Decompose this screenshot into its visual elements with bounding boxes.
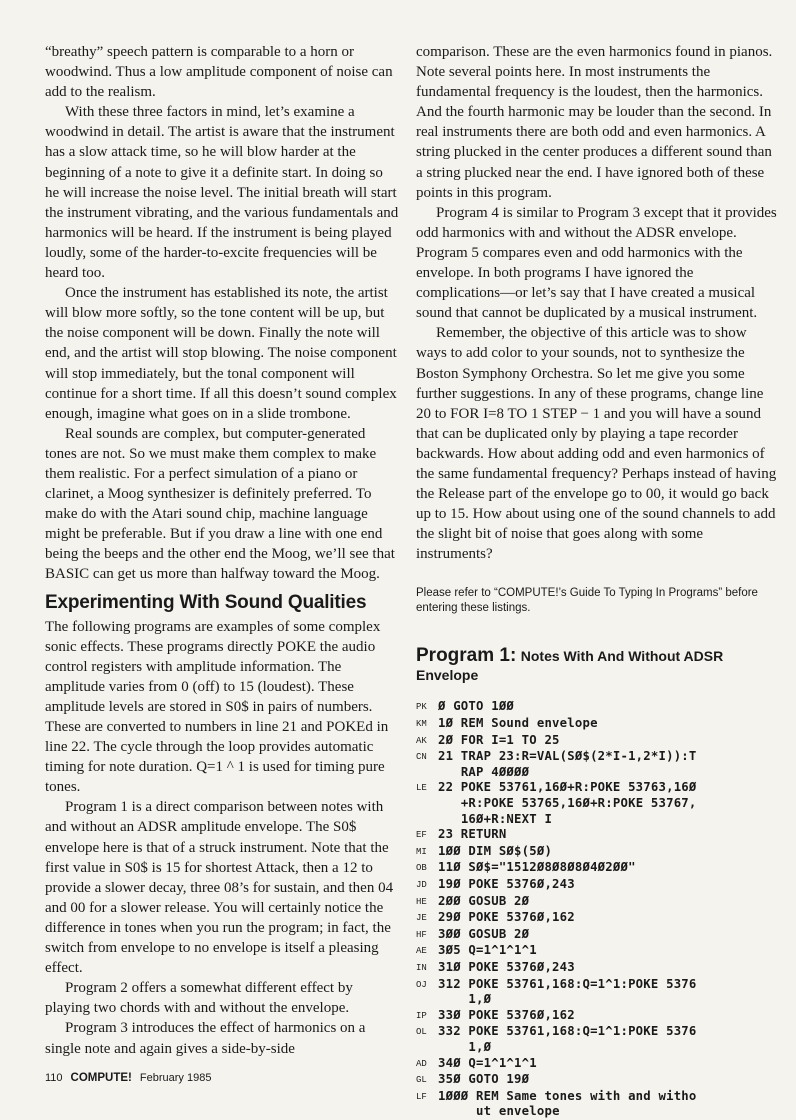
code-line: [416, 910, 781, 927]
code-text: 29Ø POKE 5376Ø,162: [438, 910, 575, 925]
code-text: 1ØØ DIM SØ$(5Ø): [438, 843, 553, 858]
checksum: EF: [416, 830, 427, 841]
page-footer: [45, 1072, 211, 1084]
checksum: IN: [416, 962, 427, 973]
checksum: KM: [416, 719, 427, 730]
paragraph: Program 2 offers a somewhat different effect by playing two chords with and without the envelope.: [45, 980, 353, 1017]
code-line: [416, 960, 781, 977]
checksum: OB: [416, 863, 427, 874]
typing-note: Please refer to “COMPUTE!’s Guide To Typing In Programs” before entering these listings.: [416, 587, 758, 615]
code-line: [416, 860, 781, 877]
issue-date: February 1985: [139, 1072, 212, 1084]
checksum: LF: [416, 1091, 427, 1102]
code-text: 3Ø5 Q=1^1^1^1: [438, 943, 537, 958]
checksum: OJ: [416, 979, 427, 990]
paragraph: Remember, the objective of this article was to show ways to add color to your sounds, not to synthesize the Boston Symphony Orchestra. So let me give you some further suggestions. In any of these programs, change line 20 to FOR I=8 TO 1 STEP − 1 and you will have a sound that can be duplicated only by playing a tape recorder backwards. How about adding odd and even harmonics of the same fundamental frequency? Perhaps instead of having the Release part of the envelope go to 00, it would go back up to 15. How about using one of the sound channels to add the slight bit of noise that goes along with some instruments?: [416, 325, 777, 563]
code-line: [416, 716, 781, 733]
code-text: 312 POKE 53761,168:Q=1^1:POKE 5376 1,Ø: [438, 976, 697, 1007]
paragraph: Once the instrument has established its note, the artist will blow more softly, so the tone content will be up, but the noise component will be down. Finally the note will end, and the artist will stop blowing. The noise component will stop immediately, but the tonal component will continue for a short time. If all this doesn’t sound complex enough, imagine what goes on in a slide trombone.: [45, 285, 397, 422]
checksum: OL: [416, 1027, 427, 1038]
checksum: AD: [416, 1058, 427, 1069]
checksum: AE: [416, 946, 427, 957]
checksum: GL: [416, 1075, 427, 1086]
code-text: 2Ø FOR I=1 TO 25: [438, 732, 560, 747]
code-text: Ø GOTO 1ØØ: [438, 699, 515, 714]
code-line: [416, 1024, 781, 1055]
code-text: 332 POKE 53761,168:Q=1^1:POKE 5376 1,Ø: [438, 1024, 697, 1054]
program-listing: [416, 699, 781, 1119]
code-line: [416, 1056, 781, 1073]
program-title: [416, 646, 781, 685]
code-line: [416, 844, 781, 861]
code-line: [416, 1072, 781, 1089]
paragraph: “breathy” speech pattern is comparable to a horn or woodwind. Thus a low amplitude component of noise can add to the realism.: [45, 44, 393, 101]
code-line: [416, 699, 781, 716]
program-title-text: Notes With And Without ADSR Envelope: [416, 648, 724, 684]
code-line: [416, 733, 781, 750]
code-line: [416, 877, 781, 894]
code-line: [416, 780, 781, 827]
code-text: 31Ø POKE 5376Ø,243: [438, 959, 575, 974]
code-text: 35Ø GOTO 19Ø: [438, 1072, 530, 1087]
program-title-number: Program 1:: [416, 645, 517, 667]
code-text: 21 TRAP 23:R=VAL(SØ$(2*I-1,2*I)):T RAP 4ØØØØ: [438, 749, 697, 779]
checksum: HE: [416, 896, 427, 907]
page-number: 110: [45, 1072, 63, 1084]
right-column: [416, 42, 781, 1120]
code-text: 2ØØ GOSUB 2Ø: [438, 893, 530, 908]
code-line: [416, 749, 781, 780]
code-line: [416, 943, 781, 960]
section-heading: Experimenting With Sound Qualities: [45, 591, 367, 613]
code-text: 19Ø POKE 5376Ø,243: [438, 876, 575, 891]
checksum: CN: [416, 752, 427, 763]
paragraph: comparison. These are the even harmonics found in pianos. Note several points here. In most instruments the fundamental frequency is the loudest, then the harmonics. And the fourth harmonic may be louder than the second. In real instruments there are both odd and even harmonics. A string plucked in the center produces a different sound than a string plucked near the end. I have ignored both of these points in this program.: [416, 44, 773, 201]
paragraph: Program 4 is similar to Program 3 except that it provides odd harmonics with and without the ADSR envelope. Program 5 compares even and odd harmonics with the envelope. In both programs I have ignored the complications—or let’s say that I have created a musical sound that cannot be duplicated by a musical instrument.: [416, 204, 777, 322]
checksum: IP: [416, 1010, 427, 1021]
paragraph: Real sounds are complex, but computer-generated tones are not. So we must make them complex to make them realistic. For a perfect simulation of a piano or clarinet, a Moog synthesizer is definitely preferred. To make do with the Atari sound chip, machine language might be preferable. But if you draw a line with one end being the beeps and the other end the Moog, we’ll see that BASIC can get us more than halfway toward the Moog.: [45, 425, 395, 583]
code-line: [416, 927, 781, 944]
code-text: 1ØØØ REM Same tones with and witho ut envelope: [438, 1088, 697, 1119]
paragraph: Program 1 is a direct comparison between notes with and without an ADSR amplitude envelope. The S0$ envelope here is that of a struck instrument. Note that the first value in S0$ is 15 for shortest Attack, then a 12 to provide a slower decay, three 08’s for sustain, and then 04 and 00 for a slower release. You will certainly notice the difference in tones when you run the program; in fact, the switch from envelope to no envelope is itself a pleasing effect.: [45, 799, 394, 977]
checksum: PK: [416, 702, 427, 713]
code-text: 33Ø POKE 5376Ø,162: [438, 1007, 575, 1022]
paragraph: Program 3 introduces the effect of harmonics on a single note and again gives a side-by-side: [45, 1020, 366, 1057]
code-text: 22 POKE 53761,16Ø+R:POKE 53763,16Ø +R:POKE 53765,16Ø+R:POKE 53767, 16Ø+R:NEXT I: [438, 780, 697, 826]
code-line: [416, 977, 781, 1008]
checksum: MI: [416, 846, 427, 857]
checksum: HF: [416, 929, 427, 940]
paragraph: The following programs are examples of some complex sonic effects. These programs directly POKE the audio control registers with amplitude information. The amplitude varies from 0 (off) to 15 (loudest). These amplitude levels are stored in S0$ in pairs of numbers. These are converted to numbers in line 21 and POKEd in line 22. The cycle through the loop provides automatic timing for note duration. Q=1 ^ 1 is used for timing pure tones.: [45, 618, 389, 796]
checksum: JD: [416, 879, 427, 890]
code-text: 11Ø SØ$="1512Ø8Ø8Ø8Ø4Ø2ØØ": [438, 860, 636, 875]
checksum: AK: [416, 735, 427, 746]
paragraph: With these three factors in mind, let’s examine a woodwind in detail. The artist is aware that the instrument has a slow attack time, so he will blow harder at the beginning of a note to give it a definite start. In doing so he will increase the noise level. The initial breath will start the instrument vibrating, and the various fundamentals and harmonics will be heard. If the instrument is being played loudly, some of the harder-to-excite frequencies will be heard too.: [45, 104, 399, 282]
code-line: [416, 894, 781, 911]
code-text: 3ØØ GOSUB 2Ø: [438, 926, 530, 941]
left-column: [45, 42, 400, 1059]
code-line: [416, 827, 781, 844]
code-line: [416, 1008, 781, 1025]
checksum: LE: [416, 783, 427, 794]
code-text: 23 RETURN: [438, 827, 507, 842]
code-line: [416, 1089, 781, 1120]
code-text: 34Ø Q=1^1^1^1: [438, 1055, 537, 1070]
magazine-name: COMPUTE!: [70, 1072, 132, 1084]
code-text: 1Ø REM Sound envelope: [438, 716, 598, 731]
checksum: JE: [416, 913, 427, 924]
